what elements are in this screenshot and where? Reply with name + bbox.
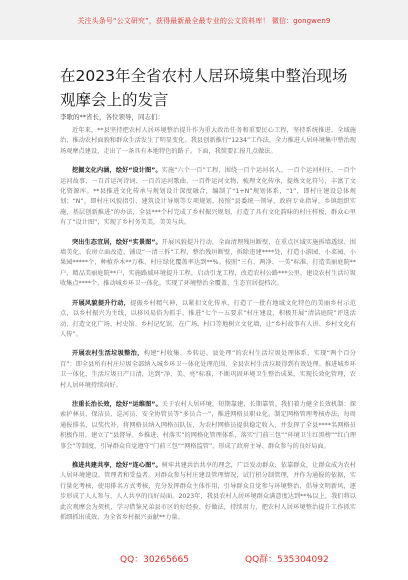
paragraph-text: 开展风貌提升行动，全面清理残垣断壁，在重点区域实施拆墙透绿、围墙美化、农房立面改造、铺设“一清三拆”工程，整治残垣断壁，拆除违建****处，打造小游园、小菜园、小果园*****个，种植乔木**万株、村庄绿化覆盖率达到**%。按照“三有、两净、一美”标准，打造美丽庭院**户、精品美丽庭院**户，实施路域环境提升工程，启动引龙工程，改造农村公路***公里，建设农村生活垃圾收集点****个，推动城乡环卫一体化，实现了环境整治全覆盖、生态宜居提档次。 [60,238,356,288]
paragraph-text: 提振乡村精气神，以紧扣文化传承，打造了一批有地域文化特色的美丽乡村示范点，以乡村振兴为主线，以移风易俗为抓手，推进“七个一五要求”村庄建设，积极开展“清洁庭院”评选活动，打造文化广场、村史馆、乡村记忆馆，在广场、村口等地树立文化墙，让“乡村故事有人讲、乡村文化有人传”。 [60,299,357,338]
paragraph [60,299,356,341]
paragraph-lead: 突出生态宜居，绘好“实景图”。 [72,238,162,246]
paragraph-text: 关于农村人居环境，短期靠建、长期靠管。我们着力健全长效机制：探索护林员、保洁员、巡河员、安全协管员等“多员合一”，推进网格员职业化，制定网格管理考核办法，每周通报排名，以奖代补，将网格员纳入网格员队伍，为农村网格员提供稳定收入，并发挥了全县****名网格员积极作用，建立了“县督导、乡推进、村落实”的网格化管理体系，落实“门前三包”“环境卫生红黑榜”“红白理事会”等制度，引导群众自觉遵守“门前三包”“网格监管”，形成了政府主导、群众参与的良好局面。 [60,400,356,450]
salutation: 李歌的**省长，各位领导，同志们： [60,113,164,121]
paragraph-text: 树牢共建共治共享的理念，广泛发动群众、依靠群众，让群众成为农村人居环境建设、管理者和受益者。对群众参与村庄建设管理情况，试行积分制管理，并作为通报的依据，实行量化考核，使用排名方式考核，充分发挥群众主体作用，引导群众自觉参与环境整治，倡导文明新风，逐步形成了人人参与、人人共享的良好局面。2023年，我县农村人居环境群众满意度达到**%以上，我们将以此次观摩会为契机，学习借鉴兄弟县市区的好经验、好做法，持续用力，把农村人居环境整治提升工作抓实抓细抓出成效，为全省乡村振兴贡献**力量。 [60,461,356,521]
footer-qq-group: QQ群：535304092 [245,555,329,565]
top-banner [0,0,408,40]
banner-text: 关注头条号“公文研究”，获得最新最全最专业的公文资料库！ 微信：gongwen9 [77,17,331,25]
paragraph [60,349,356,391]
paragraph [60,400,356,452]
paragraph [60,461,356,523]
paragraph [60,166,356,228]
document-body [60,126,356,532]
paragraph-lead: 推进共建共享，绘好“连心图”。 [72,461,162,469]
paragraph [60,238,356,290]
paragraph-lead: 挖掘文化内涵，绘好“设计图”。 [72,167,162,175]
footer-qq: QQ：30265665 [120,555,189,565]
paragraph [60,126,356,157]
paragraph-text: 实施“六个一百”工程，围绕一百个运河名人、一百个运河村庄、一百个运河故事、一百首运河诗词、一百首运河歌曲、一百件运河文物，梳理文化传承，提炼文化符号，丰富了文化资源库。**县推进文化传承与规划设计深度融合，编制了“1+N”规划体系，“1”，即村庄建设总体规划；“N”，即村庄风貌指引、建筑设计导则等专项规划。按照“县委统一领导、政府专业指导、乡镇组织实施、基层创新推进”的办法，全县***个村完成了乡村振兴规划，打造了具有文化韵味的村庄样板，群众心里有了“设计图”，实现了乡村务美美，美美与共。 [60,167,356,227]
footer [0,548,408,568]
document-title: 在2023年全省农村人居环境集中整治现场观摩会上的发言 [60,67,348,109]
paragraph-lead: 开展风貌提升行动， [72,299,131,307]
paragraph-lead: 注重长治长效，绘好“运维图”。 [72,400,162,408]
paragraph-text: 构建“村收集、乡转运、县处理”的农村生活垃圾处理体系，实现“两个百分百”：即全县所有村庄垃圾全部纳入城乡环卫一体化处理范围、全县农村生活垃圾得到有效处理。推进城乡环卫一体化，生活垃圾日产日清，达到“净、美、亮”标准，不断巩固环境卫生整治成果，实现长效化管理，农村人居环境持续向好。 [60,350,356,389]
paragraph-lead: 开展农村生活垃圾整治， [72,350,144,358]
paragraph-text: 近年来，**县坚持把农村人居环境整治提升作为重大政治任务和重要民心工程，坚持系统推进、全域施治，推动农村面貌和群众生活发生了明显变化。我县创新推行“1234”工作法，全力推进人居环境集中整治现场观摩点建设，走出了一条具有本地特色的路子。下面，我简要汇报几点做法。 [60,127,356,155]
